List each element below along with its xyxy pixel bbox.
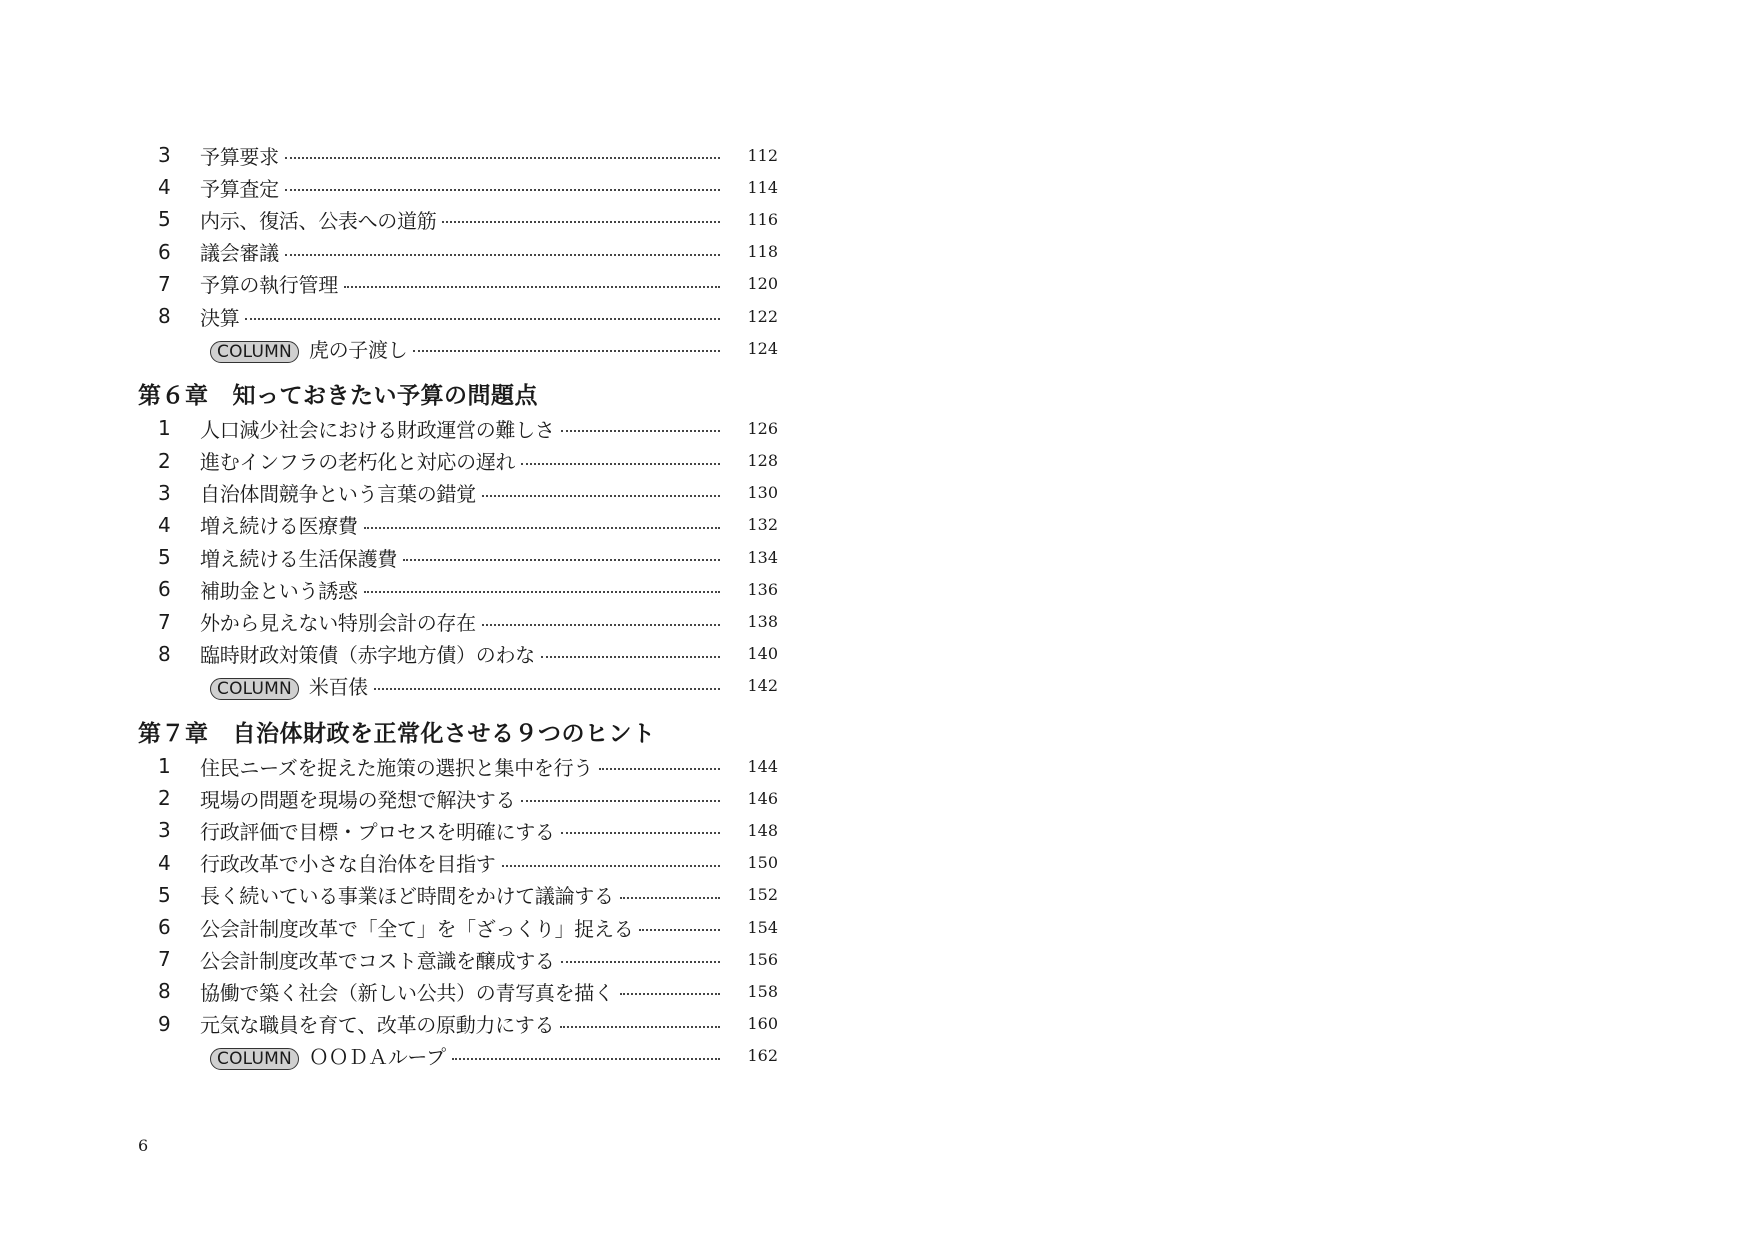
entry-title: 協働で築く社会（新しい公共）の青写真を描く [200, 980, 614, 1005]
dot-leader [541, 656, 720, 658]
entry-number: 5 [158, 882, 171, 907]
dot-leader [364, 527, 720, 529]
entry-number: 4 [158, 512, 171, 537]
toc-entry[interactable] [138, 203, 778, 235]
entry-page-number: 144 [747, 756, 778, 776]
column-badge: COLUMN [210, 341, 299, 363]
entry-title: 元気な職員を育て、改革の原動力にする [200, 1013, 555, 1038]
toc-entry[interactable] [138, 750, 778, 782]
dot-leader [599, 768, 720, 770]
entry-page-number: 152 [747, 885, 778, 905]
dot-leader [442, 221, 720, 223]
toc-entry[interactable] [138, 268, 778, 300]
chapter-heading [138, 374, 778, 410]
entry-title: 増え続ける医療費 [200, 514, 358, 539]
dot-leader [620, 993, 720, 995]
entry-number: 3 [158, 480, 171, 505]
toc-entry[interactable] [138, 541, 778, 573]
toc-entry[interactable] [138, 412, 778, 444]
entry-number: 1 [158, 416, 171, 441]
entry-page-number: 150 [747, 853, 778, 873]
dot-leader [639, 929, 720, 931]
entry-page-number: 126 [747, 418, 778, 438]
entry-number: 7 [158, 947, 171, 972]
dot-leader [482, 624, 720, 626]
entry-page-number: 146 [747, 788, 778, 808]
toc-column-entry[interactable] [138, 1040, 778, 1072]
entry-title: 決算 [200, 305, 240, 330]
toc-entry[interactable] [138, 509, 778, 541]
entry-page-number: 116 [747, 209, 778, 229]
entry-title: 外から見えない特別会計の存在 [200, 611, 476, 636]
entry-page-number: 160 [747, 1014, 778, 1034]
toc-entry[interactable] [138, 847, 778, 879]
entry-page-number: 132 [747, 515, 778, 535]
page-number: 6 [138, 1136, 149, 1155]
entry-page-number: 138 [747, 612, 778, 632]
toc-entry[interactable] [138, 236, 778, 268]
toc-entry[interactable] [138, 638, 778, 670]
entry-title [210, 334, 407, 363]
dot-leader [561, 961, 720, 963]
dot-leader [452, 1058, 720, 1060]
entry-title: 公会計制度改革で「全て」を「ざっくり」捉える [200, 916, 634, 941]
entry-title: 増え続ける生活保護費 [200, 546, 397, 571]
entry-number: 8 [158, 304, 171, 329]
toc-entry[interactable] [138, 605, 778, 637]
entry-number: 2 [158, 448, 171, 473]
dot-leader [364, 591, 720, 593]
entry-title [210, 1041, 446, 1070]
dot-leader [561, 430, 720, 432]
entry-title: 予算要求 [200, 144, 279, 169]
dot-leader [521, 800, 720, 802]
chapter-title: 知っておきたい予算の問題点 [232, 383, 538, 410]
entry-number: 8 [158, 641, 171, 666]
toc-entry[interactable] [138, 300, 778, 332]
entry-number: 6 [158, 915, 171, 940]
dot-leader [482, 495, 720, 497]
dot-leader [245, 318, 720, 320]
column-badge: COLUMN [210, 1048, 299, 1070]
entry-page-number: 118 [747, 242, 778, 262]
dot-leader [403, 559, 720, 561]
entry-number: 9 [158, 1011, 171, 1036]
entry-number: 7 [158, 271, 171, 296]
toc-entry[interactable] [138, 975, 778, 1007]
toc-entry[interactable] [138, 879, 778, 911]
dot-leader [285, 254, 720, 256]
toc-entry[interactable] [138, 573, 778, 605]
toc-entry[interactable] [138, 911, 778, 943]
dot-leader [560, 1026, 720, 1028]
entry-number: 5 [158, 207, 171, 232]
dot-leader [374, 688, 720, 690]
entry-page-number: 148 [747, 820, 778, 840]
chapter-number: 第６章 [138, 383, 209, 410]
entry-page-number: 128 [747, 451, 778, 471]
toc-entry[interactable] [138, 943, 778, 975]
dot-leader [620, 897, 720, 899]
entry-number: 6 [158, 239, 171, 264]
entry-page-number: 142 [747, 676, 778, 696]
entry-title: 行政評価で目標・プロセスを明確にする [200, 819, 555, 844]
entry-page-number: 124 [747, 338, 778, 358]
dot-leader [344, 286, 720, 288]
entry-number: 2 [158, 786, 171, 811]
entry-number: 3 [158, 143, 171, 168]
column-title: 米百俵 [308, 675, 369, 700]
toc-entry[interactable] [138, 782, 778, 814]
chapter-number: 第７章 [138, 721, 209, 747]
dot-leader [561, 832, 720, 834]
dot-leader [285, 157, 720, 159]
entry-page-number: 156 [747, 949, 778, 969]
entry-number: 4 [158, 175, 171, 200]
toc-entry[interactable] [138, 814, 778, 846]
toc-entry[interactable] [138, 139, 778, 171]
entry-number: 1 [158, 754, 171, 779]
entry-title: 補助金という誘惑 [200, 578, 358, 603]
entry-page-number: 136 [747, 579, 778, 599]
table-of-contents [138, 139, 778, 1072]
entry-page-number: 158 [747, 981, 778, 1001]
entry-number: 7 [158, 609, 171, 634]
entry-page-number: 140 [747, 644, 778, 664]
dot-leader [502, 865, 721, 867]
entry-title: 現場の問題を現場の発想で解決する [200, 787, 516, 812]
column-badge: COLUMN [210, 678, 299, 700]
dot-leader [521, 463, 720, 465]
entry-title: 公会計制度改革でコスト意識を醸成する [200, 948, 555, 973]
entry-page-number: 114 [747, 177, 778, 197]
toc-column-entry[interactable] [138, 332, 778, 364]
toc-entry[interactable] [138, 445, 778, 477]
entry-title: 長く続いている事業ほど時間をかけて議論する [200, 884, 614, 909]
column-title: 虎の子渡し [308, 337, 408, 362]
dot-leader [285, 189, 720, 191]
dot-leader [413, 350, 720, 352]
entry-title: 住民ニーズを捉えた施策の選択と集中を行う [200, 755, 593, 780]
entry-title: 臨時財政対策債（赤字地方債）のわな [200, 643, 535, 668]
toc-column-entry[interactable] [138, 670, 778, 702]
entry-title: 自治体間競争という言葉の錯覚 [200, 482, 476, 507]
entry-page-number: 120 [747, 274, 778, 294]
entry-page-number: 162 [747, 1046, 778, 1066]
entry-number: 5 [158, 545, 171, 570]
entry-title: 予算の執行管理 [200, 273, 338, 298]
entry-title: 進むインフラの老朽化と対応の遅れ [200, 450, 516, 475]
entry-title: 行政改革で小さな自治体を目指す [200, 852, 496, 877]
entry-title: 人口減少社会における財政運営の難しさ [200, 417, 555, 442]
entry-title: 議会審議 [200, 241, 279, 266]
entry-title: 予算査定 [200, 176, 279, 201]
entry-page-number: 134 [747, 547, 778, 567]
entry-page-number: 154 [747, 917, 778, 937]
toc-entry[interactable] [138, 1008, 778, 1040]
entry-number: 3 [158, 818, 171, 843]
toc-entry[interactable] [138, 171, 778, 203]
chapter-heading [138, 712, 778, 748]
entry-page-number: 122 [747, 306, 778, 326]
entry-number: 8 [158, 979, 171, 1004]
entry-number: 6 [158, 577, 171, 602]
toc-entry[interactable] [138, 477, 778, 509]
entry-number: 4 [158, 850, 171, 875]
entry-page-number: 112 [747, 145, 778, 165]
column-title: ＯＯＤＡループ [308, 1045, 446, 1070]
chapter-title: 自治体財政を正常化させる９つのヒント [232, 721, 656, 747]
entry-title: 内示、復活、公表への道筋 [200, 208, 437, 233]
entry-page-number: 130 [747, 483, 778, 503]
entry-title [210, 671, 368, 700]
